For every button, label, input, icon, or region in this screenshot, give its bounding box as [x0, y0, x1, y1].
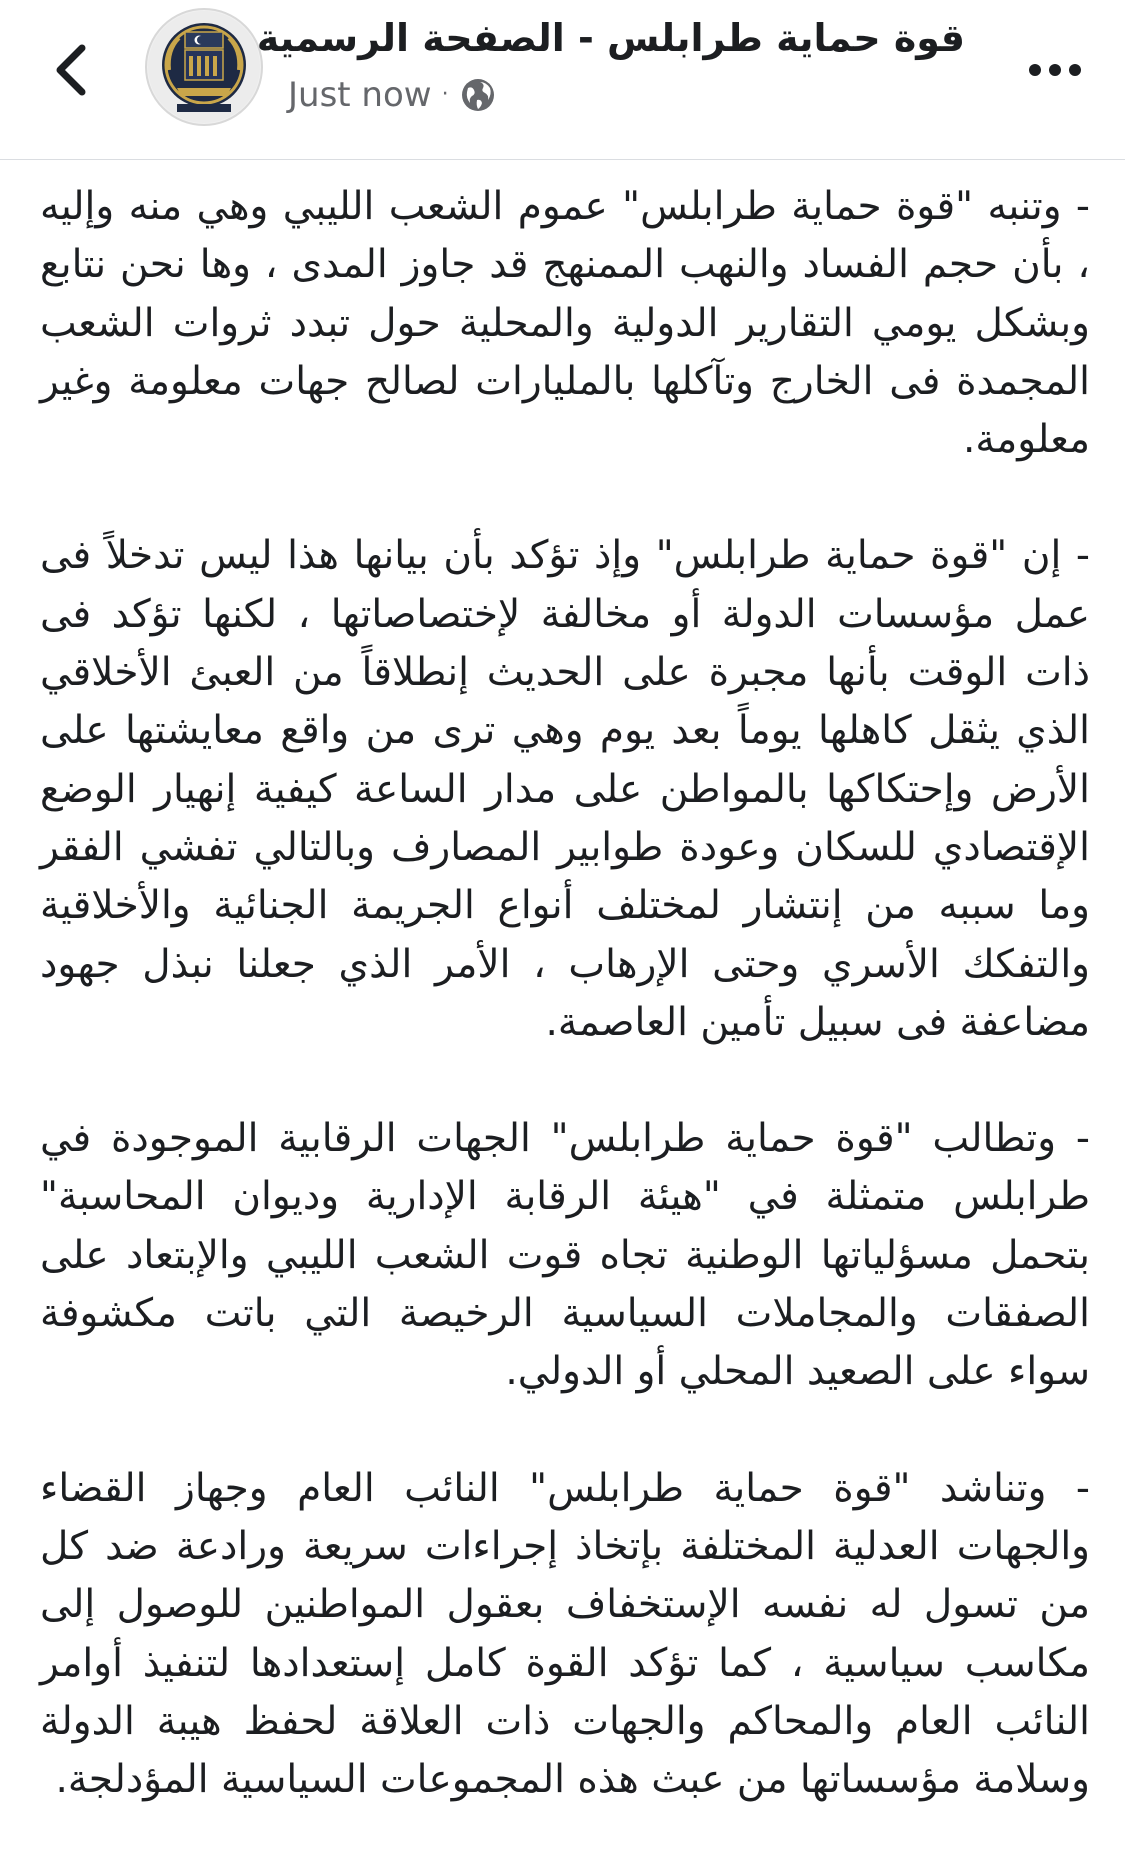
post-paragraph-3: - وتطالب "قوة حماية طرابلس" الجهات الرقابية الموجودة في طرابلس متمثلة في "هيئة الرقابة الإدارية وديوان المحاسبة" بتحمل مسؤلياتها الوطنية تجاه قوت الشعب الليبي والإبتعاد على الصفقات والمجاملات السياسية الرخيصة التي باتت مكشوفة سواء على الصعيد المحلي أو الدولي.: [40, 1116, 1090, 1395]
post-paragraph-4: - وتناشد "قوة حماية طرابلس" النائب العام وجهاز القضاء والجهات العدلية المختلفة بإتخاذ إجراءات سريعة ورادعة ضد كل من تسول له نفسه الإستخفاف بعقول المواطنين للوصول إلى مكاسب سياسية ، كما تؤكد القوة كامل إستعدادها لتنفيذ أوامر النائب العام والمحاكم والجهات ذات العلاقة لحفظ هيبة الدولة وسلامة مؤسساتها من عبث هذه المجموعات السياسية المؤدلجة.: [40, 1465, 1090, 1803]
post-timestamp[interactable]: Just now: [288, 75, 432, 115]
more-options-button[interactable]: [1020, 40, 1090, 100]
more-dots-icon: [1027, 62, 1083, 78]
back-button[interactable]: [40, 30, 100, 110]
post-meta: [288, 72, 497, 118]
post-header: [0, 0, 1125, 160]
post-text: [40, 178, 1090, 1867]
page-avatar[interactable]: [145, 8, 263, 126]
globe-icon[interactable]: [459, 76, 497, 114]
meta-separator: ·: [441, 82, 449, 107]
post-paragraph-2: - إن "قوة حماية طرابلس" وإذ تؤكد بأن بيانها هذا ليس تدخلاً فى عمل مؤسسات الدولة أو مخالفة لإختصاصاتها ، لكنها تؤكد فى ذات الوقت بأنها مجبرة على الحديث إنطلاقاً من العبئ الأخلاقي الذي يثقل كاهلها يوماً بعد يوم وهي ترى من واقع معايشتها على الأرض وإحتكاكها بالمواطن على مدار الساعة كيفية إنهيار الوضع الإقتصادي للسكان وعودة طوابير المصارف وبالتالي تفشي الفقر وما سببه من إنتشار لمختلف أنواع الجريمة الجنائية والأخلاقية والتفكك الأسري وحتى الإرهاب ، الأمر الذي جعلنا نبذل جهود مضاعفة فى سبيل تأمين العاصمة.: [40, 533, 1090, 1045]
page-logo-icon: [147, 10, 261, 124]
post-paragraph-1: - وتنبه "قوة حماية طرابلس" عموم الشعب الليبي وهي منه وإليه ، بأن حجم الفساد والنهب الممنهج قد جاوز المدى ، وها نحن نتابع وبشكل يومي التقارير الدولية والمحلية حول تبدد ثروات الشعب المجمدة فى الخارج وتآكلها بالمليارات لصالح جهات معلومة وغير معلومة.: [40, 184, 1090, 463]
page-name[interactable]: قوة حماية طرابلس - الصفحة الرسمية: [256, 16, 965, 60]
chevron-left-icon: [50, 40, 90, 100]
